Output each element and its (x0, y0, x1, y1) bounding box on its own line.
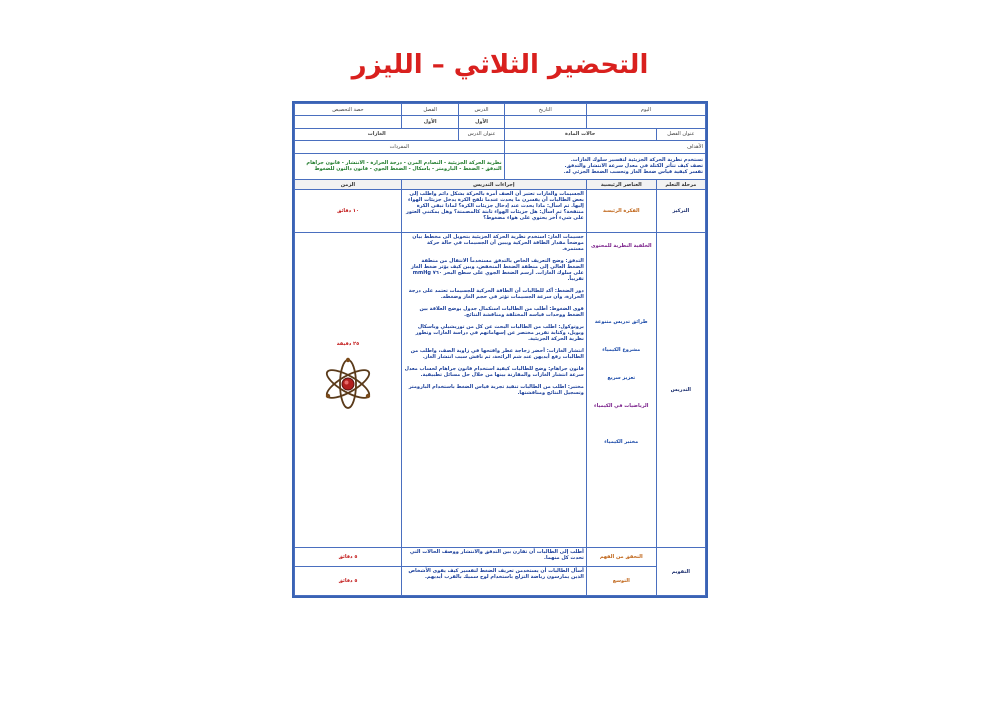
time-check: ٥ دقائق (295, 548, 402, 567)
vocab-item: التدفق - الضغط - البارومتر - باسكال - الضغط الجوي - قانون دالتون للضغوط (314, 166, 502, 173)
column-headers-row (295, 180, 706, 189)
day-label: اليوم (586, 104, 705, 116)
element-reinforce: تعزيز سريع (607, 375, 636, 382)
teach-paragraph: جسيمات الغاز: استخدم نظرية الحركة الجزيئية بتحويل الى مخطط بيان موضحاً مقدار الطاقة الحركية ويبين أن الجسيمات في حالة حركة مستمرة. (412, 234, 584, 253)
lesson-plan-table (294, 103, 706, 596)
time-teach-cell (295, 233, 402, 548)
column-stage: مرحلة التعلم (656, 180, 705, 189)
date-value (504, 116, 586, 128)
objectives-head-row (295, 141, 706, 153)
teach-paragraph: دور الضغط: أكد للطالبات أن الطاقة الحركية للجسيمات تعتمد على درجة الحرارة، وأن سرعة الجسيمات تؤثر في حجم الغاز وضغطه. (408, 288, 584, 301)
teach-paragraph: قانون جراهام: وضح للطالبات كيفية استخدام قانون جراهام لحساب معدل سرعة انتشار الغازات والمقارنة بينها من خلال حل مسائل تطبيقية. (404, 366, 584, 379)
day-value (586, 116, 705, 128)
objectives-row (295, 153, 706, 180)
column-time: الزمن (295, 180, 402, 189)
topic-label: عنوان الدرس (459, 128, 504, 140)
time-focus: ١٠ دقائق (295, 189, 402, 232)
column-elements: العناصر الرئيسية (586, 180, 656, 189)
teach-paragraph: التدفق: وضح التعريف الخاص بالتدفق مستخدماً الانتقال من منطقة الضغط العالي إلى منطقة الضغط المنخفض، وبين كيف يؤثر ضغط الغاز على سلوك الغازات. أرسم الضغط الجوي على سطح البحر ٧٦٠ mmHg تقريباً. (411, 258, 584, 283)
class-value: الأول (401, 116, 459, 128)
objective-item: تصف كيف تتأثر الكتلة في معدل سرعة الانتشار والتدفق. (564, 163, 703, 170)
procedure-teach (401, 233, 586, 548)
stage-assess: التقويم (656, 548, 705, 596)
element-extend: التوسع (586, 566, 656, 595)
time-teach: ٢٥ دقيقة (336, 341, 360, 348)
assess-check-row (295, 548, 706, 567)
unit-row (295, 128, 706, 140)
unit-label: عنوان الفصل (656, 128, 705, 140)
time-extend: ٥ دقائق (295, 566, 402, 595)
stage-focus: التركيز (656, 189, 705, 232)
date-label: التاريخ (504, 104, 586, 116)
period-label: حصة التحصيص (295, 104, 402, 116)
element-math: الرياضيات في الكيمياء (594, 403, 649, 410)
objective-item: تفسر كيفية قياس ضغط الغاز وتحسب الضغط الجزئي له. (563, 169, 703, 176)
objectives-label: الأهداف (504, 141, 705, 153)
lesson-plan-sheet (292, 101, 708, 598)
header-labels-row (295, 104, 706, 116)
procedure-extend: أسأل الطالبات أن يستخدمن تعريف الضغط لتفسير كيف يقوى الأشخاص الذين يمارسون رياضة التزلج باستخدام لوح سميك بالقرب أيديهم. (401, 566, 586, 595)
lesson-label: الدرس (459, 104, 504, 116)
teach-row (295, 233, 706, 548)
class-label: الفصل (401, 104, 459, 116)
element-project: مشروع الكيمياء (602, 347, 641, 354)
assess-extend-row (295, 566, 706, 595)
column-procedures: إجراءات التدريس (401, 180, 586, 189)
teach-paragraph: بروتوكول: اطلب من الطالبات البحث عن كل من توريشيلي وباسكال وبويل، وكتابة تقرير مختصر عن إسهاماتهم في دراسة الغازات وتطور نظرية الحركة الجزيئية. (415, 324, 584, 343)
teach-paragraph: انتشار الغازات: أحضر زجاجة عطر وافتحها في زاوية الصف، واطلب من الطالبات رفع أيديهن عند شم الرائحة، ثم ناقش سبب انتشار الغاز. (410, 348, 584, 361)
unit-value: حالات المادة (504, 128, 656, 140)
teach-paragraph: قوى الضغوط: أطلب من الطالبات استكمال جدول يوضح العلاقة بين الضغط ووحدات قياسه المختلفة ومناقشة النتائج. (419, 306, 584, 319)
objectives-list (504, 153, 705, 180)
element-lab: مختبر الكيمياء (604, 439, 639, 446)
vocab-label: المفردات (295, 141, 505, 153)
element-main-idea: الفكرة الرئيسة (586, 189, 656, 232)
header-values-row (295, 116, 706, 128)
teach-elements (586, 233, 656, 548)
procedure-focus: الجسيمات والغازات تعتبر أن الصف أمرة بالحركة بشكل دائم واطلب إلى بعض الطالبات أن يفسرن ما يحدث عندما تلفخ الكرة يدخل جزيئات الهواء إليها. ثم اسأل: ماذا يحدث عند إدخال جزيئات الكرة؟ لماذا تبقى الكرة منتفخة؟ ثم اسأل: هل جزيئات الهواء ثابتة كالمصمتة؟ وهل يمكنني العثور على شيء آخر يحتوي على هواء مضغوط؟ (401, 189, 586, 232)
element-check: التحقق من الفهم (586, 548, 656, 567)
document-title: التحضير الثلاثي – الليزر (351, 50, 649, 80)
vocab-item: نظرية الحركة الجزيئية - التصادم المرن - درجة الحرارة - الانتشار - قانون جراهام (306, 160, 502, 167)
element-theory: الخلفية النظرية للمحتوى (590, 243, 652, 250)
vocab-list (295, 153, 505, 180)
element-methods: طرائق تدريس متنوعة (594, 319, 648, 326)
stage-teach: التدريس (656, 233, 705, 548)
atom-icon (321, 351, 375, 417)
lesson-value: الأول (459, 116, 504, 128)
objective-item: تستخدم نظرية الحركة الجزيئية لتفسير سلوك الغازات. (570, 157, 703, 164)
focus-row (295, 189, 706, 232)
period-value (295, 116, 402, 128)
procedure-check: أطلب إلى الطالبات أن تقارن بين التدفق والانتشار ووصف الحالات التي تحدث كل منهما. (401, 548, 586, 567)
teach-paragraph: مختبر: اطلب من الطالبات تنفيذ تجربة قياس الضغط باستخدام البارومتر وتسجيل النتائج ومناقشتها. (408, 384, 584, 397)
topic-value: الغازات (295, 128, 459, 140)
